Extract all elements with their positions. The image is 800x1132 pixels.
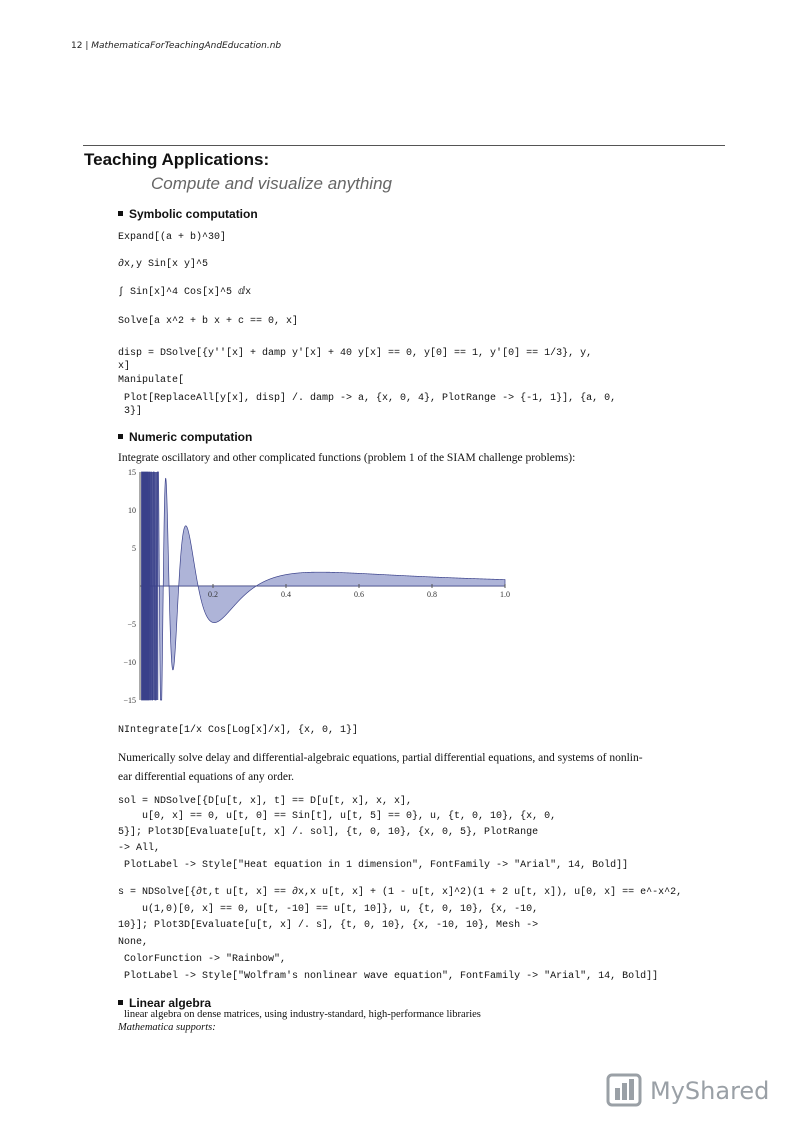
y-tick-label: 10 — [128, 506, 136, 515]
code-dsolve-cont[interactable]: x] — [118, 361, 131, 372]
page-header — [71, 41, 281, 51]
subsection-label: Linear algebra — [129, 996, 212, 1010]
page-number: 12 — [71, 41, 83, 51]
code-ndsolve-2[interactable]: u[0, x] == 0, u[t, 0] == Sin[t], u[t, 5] == 0}, u, {t, 0, 10}, {x, 0, — [118, 811, 557, 822]
code-wave-2[interactable]: u(1,0)[0, x] == 0, u[t, -10] == u[t, 10]}, u, {t, 0, 10}, {x, -10, — [118, 904, 539, 915]
code-expand[interactable]: Expand[(a + b)^30] — [118, 232, 227, 243]
section-subtitle: Compute and visualize anything — [151, 174, 392, 193]
code-ndsolve-3[interactable]: 5}]; Plot3D[Evaluate[u[t, x] /. sol], {t, 0, 10}, {x, 0, 5}, PlotRange — [118, 827, 539, 838]
x-tick-label: 0.8 — [427, 590, 437, 599]
x-tick-label: 0.4 — [281, 590, 291, 599]
subsection-numeric[interactable] — [118, 430, 252, 444]
code-ndsolve-5[interactable]: PlotLabel -> Style["Heat equation in 1 dimension", FontFamily -> "Arial", 14, Bold]] — [118, 860, 629, 871]
code-dsolve[interactable]: disp = DSolve[{y''[x] + damp y'[x] + 40 y[x] == 0, y[0] == 1, y'[0] == 1/3}, y, — [118, 348, 593, 359]
ode-text-line1: Numerically solve delay and differential-algebraic equations, partial differential equations, and systems of nonlin- — [118, 752, 643, 764]
subsection-symbolic[interactable] — [118, 207, 258, 221]
integrand-area — [141, 472, 505, 700]
y-tick-label: −10 — [123, 658, 136, 667]
code-plot[interactable]: Plot[ReplaceAll[y[x], disp] /. damp -> a, {x, 0, 4}, PlotRange -> {-1, 1}], {a, 0, — [118, 393, 617, 404]
code-wave-4[interactable]: None, — [118, 937, 149, 948]
x-tick-label: 0.6 — [354, 590, 364, 599]
y-tick-label: 15 — [128, 468, 136, 477]
code-wave-3[interactable]: 10}]; Plot3D[Evaluate[u[t, x] /. s], {t, 0, 10}, {x, -10, 10}, Mesh -> — [118, 920, 539, 931]
y-tick-label: 5 — [132, 544, 136, 553]
code-wave-5[interactable]: ColorFunction -> "Rainbow", — [118, 954, 287, 965]
code-ndsolve-1[interactable]: sol = NDSolve[{D[u[t, x], t] == D[u[t, x], x, x], — [118, 796, 413, 807]
code-plot-cont[interactable]: 3}] — [118, 406, 143, 417]
x-tick-label: 1.0 — [500, 590, 510, 599]
code-wave-1[interactable]: s = NDSolve[{∂t,t u[t, x] == ∂x,x u[t, x] + (1 - u[t, x]^2)(1 + 2 u[t, x]), u[0, x] == e^-x^2, — [118, 887, 683, 898]
x-tick-label: 0.2 — [208, 590, 218, 599]
dense-oscillation-band — [141, 472, 158, 700]
linear-text-2: Mathematica supports: — [118, 1022, 216, 1033]
subsection-linear[interactable] — [118, 996, 211, 1010]
oscillatory-integrand-plot — [110, 466, 510, 706]
y-tick-label: −5 — [127, 620, 136, 629]
y-tick-label: −15 — [123, 696, 136, 705]
numeric-intro: Integrate oscillatory and other complicated functions (problem 1 of the SIAM challenge problems): — [118, 452, 576, 464]
subsection-label: Symbolic computation — [129, 207, 258, 221]
code-solve[interactable]: Solve[a x^2 + b x + c == 0, x] — [118, 316, 299, 327]
linear-text: linear algebra on dense matrices, using industry-standard, high-performance libraries — [124, 1009, 481, 1020]
code-wave-6[interactable]: PlotLabel -> Style["Wolfram's nonlinear wave equation", FontFamily -> "Arial", 14, Bold]] — [118, 971, 659, 982]
code-integrate[interactable]: ∫ Sin[x]^4 Cos[x]^5 ⅆx — [118, 287, 252, 298]
header-rule — [83, 145, 725, 146]
header-separator: | — [85, 41, 89, 51]
subsection-label: Numeric computation — [129, 430, 253, 444]
bullet-square-icon — [118, 211, 123, 216]
ode-text-line2: ear differential equations of any order. — [118, 771, 295, 783]
code-manipulate[interactable]: Manipulate[ — [118, 375, 185, 386]
bullet-square-icon — [118, 434, 123, 439]
code-nintegrate[interactable]: NIntegrate[1/x Cos[Log[x]/x], {x, 0, 1}] — [118, 725, 359, 736]
bullet-square-icon — [118, 1000, 123, 1005]
section-title: Teaching Applications: — [84, 150, 270, 169]
notebook-name: MathematicaForTeachingAndEducation.nb — [91, 41, 282, 51]
code-derivative[interactable]: ∂x,y Sin[x y]^5 — [118, 259, 209, 270]
code-ndsolve-4[interactable]: -> All, — [118, 843, 161, 854]
myshared-logo-text: MyShared — [650, 1077, 770, 1105]
